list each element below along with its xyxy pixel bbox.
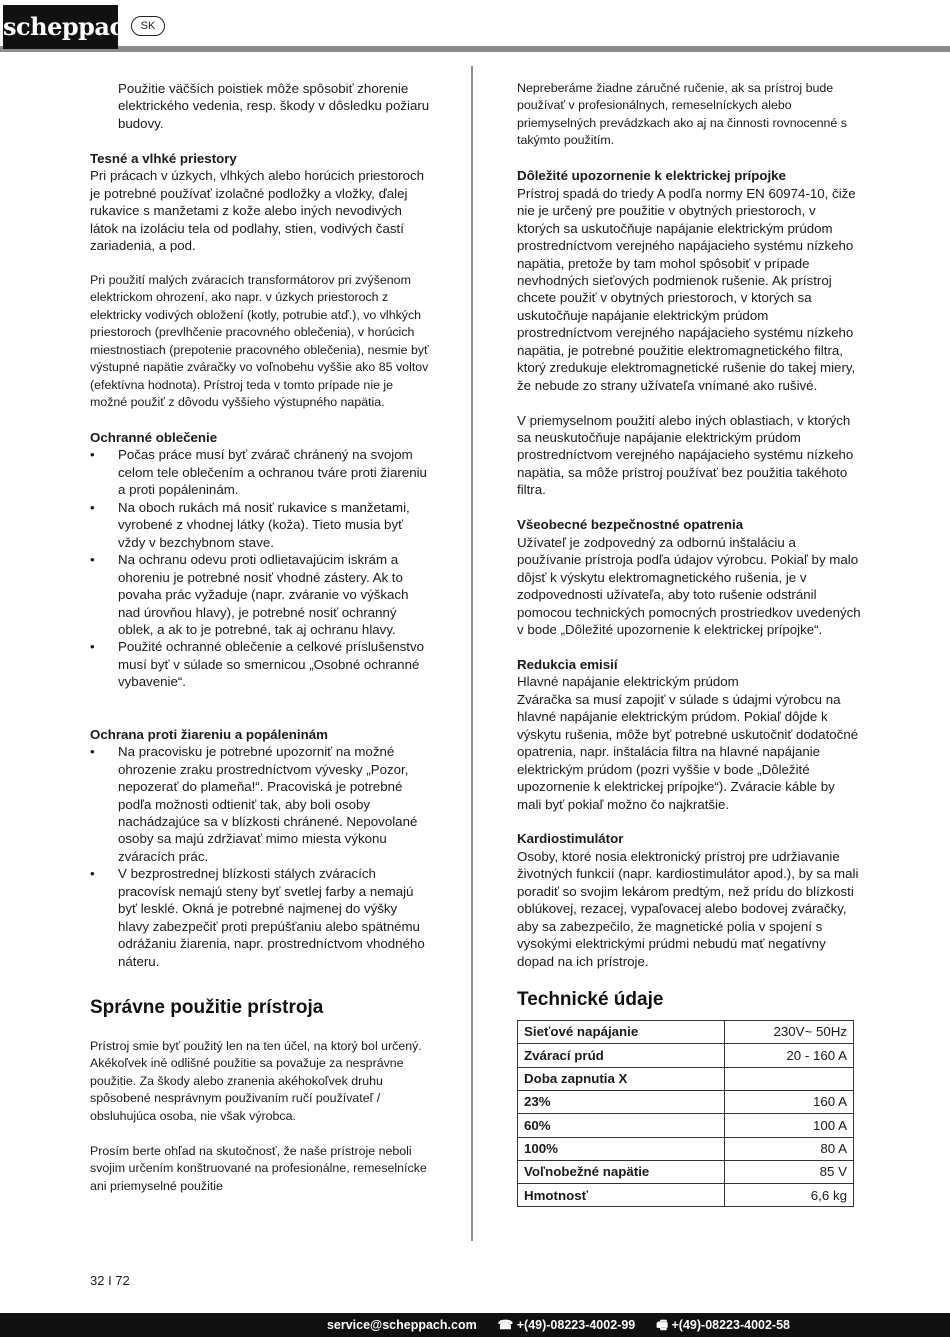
tight-spaces-text: Pri prácach v úzkych, vlhkých alebo horúcich priestoroch je potrebné používať izolačné podložky a vložky, ďalej rukavice s manžetami z kože alebo iných nevodivých látok na izoláciu tela od podlahy, stien, vodivých častí zariadenia, a pod. xyxy=(90,168,425,254)
language-badge: SK xyxy=(131,16,165,36)
table-cell-value: 100 A xyxy=(724,1114,853,1137)
table-row xyxy=(518,1021,854,1044)
fax-number: +(49)-08223-4002-58 xyxy=(671,1318,790,1332)
table-row xyxy=(518,1090,854,1113)
emission-text: Zváračka sa musí zapojiť v súlade s údajmi výrobcu na hlavné napájanie elektrickým prúdom. Pokiaľ dôjde k výskytu rušenia, môže byť potrebné uskutočniť dodatočné opatrenia, napr. inštalácia filtra na hlavné napájanie elektrickým prúdom (pozri vyššie v bode „Dôležité upozornenie k elektrickej prípojke“). Zváracie káble by mali byť pokiaľ možno čo najkratšie. xyxy=(517,691,859,812)
table-row xyxy=(518,1137,854,1160)
table-cell-value xyxy=(724,1067,853,1090)
page-header xyxy=(0,0,950,58)
service-email[interactable]: service@scheppach.com xyxy=(326,1318,477,1332)
table-row xyxy=(518,1160,854,1183)
table-cell-value: 80 A xyxy=(724,1137,853,1160)
warranty-paragraph: Nepreberáme žiadne záručné ručenie, ak sa prístroj bude používať v profesionálnych, remeselníckych alebo priemyselných prevádzkach ako aj na činnosti rovnocenné s takýmto použitím. xyxy=(517,81,847,148)
phone-number[interactable]: +(49)-08223-4002-99 xyxy=(516,1318,636,1332)
proper-use-paragraph-2: Prosím berte ohľad na skutočnosť, že naše prístroje neboli svojim určením konštruované na profesionálne, remeselnícke ani priemyselné použitie xyxy=(90,1143,427,1193)
pacemaker-text: Osoby, ktoré nosia elektronický prístroj pre udržiavanie životných funkcií (napr. kardiostimulátor apod.), by sa mali poradiť so svojim lekárom predtým, než prídu do blízkosti oblúkovej, rezacej, vypaľovacej alebo bodovej zváračky, aby sa zabezpečilo, že magnetické polia v spojení s vysokými elektrickými prúdmi nebudú mať negatívny dopad na ich prístroje. xyxy=(517,848,859,969)
table-cell-value: 20 - 160 A xyxy=(724,1044,853,1067)
proper-use-paragraph-1: Prístroj smie byť použitý len na ten účel, na ktorý bol určený. Akékoľvek iné odlišné použitie sa považuje za nesprávne použitie. Za škody alebo zranenia akéhokoľvek druhu spôsobené nesprávnym použivaním ručí používateľ / obsluhujúca osoba, nie však výrobca. xyxy=(90,1039,422,1123)
emission-reduction-heading: Redukcia emisií xyxy=(517,656,618,672)
proper-use-heading: Správne použitie prístroja xyxy=(90,997,324,1019)
table-cell-label: 60% xyxy=(518,1114,725,1137)
protective-clothing-list xyxy=(90,446,430,690)
protective-clothing-heading: Ochranné oblečenie xyxy=(90,430,218,446)
technical-data-table xyxy=(517,1020,854,1207)
technical-data-heading: Technické údaje xyxy=(517,989,664,1011)
radiation-protection-heading: Ochrana proti žiareniu a popáleninám xyxy=(90,726,328,742)
table-cell-label: Hmotnosť xyxy=(518,1184,725,1207)
table-cell-value: 160 A xyxy=(724,1090,853,1113)
industrial-use-paragraph: V priemyselnom použití alebo iných oblastiach, v ktorých sa neuskutočňuje napájanie elektrickým prúdom prostredníctvom verejného napájacieho systému nízkeho napätia, sa môže prístroj používať bez použitia takéhoto filtra. xyxy=(517,412,854,498)
header-grey-band xyxy=(0,46,950,52)
general-safety-heading: Všeobecné bezpečnostné opatrenia xyxy=(517,517,744,533)
fax-icon: 🖷 xyxy=(656,1318,669,1332)
radiation-protection-list xyxy=(90,743,430,970)
intro-paragraph: Použitie väčších poistiek môže spôsobiť zhorenie elektrického vedenia, resp. škody v dôsledku požiaru budovy. xyxy=(118,81,430,131)
right-column xyxy=(517,80,862,1207)
table-cell-value: 230V~ 50Hz xyxy=(724,1021,853,1044)
table-cell-label: Voľnobežné napätie xyxy=(518,1160,725,1183)
table-cell-label: Doba zapnutia X xyxy=(518,1067,725,1090)
transformer-paragraph: Pri použití malých zváracích transformátorov pri zvýšenom elektrickom ohrození, ako napr. v úzkych priestoroch z elektricky vodivých obložení (kotly, potrubie atď.), vo vlhkých priestoroch (prevlhčenie pracovného oblečenia), v horúcich miestnostiach (prepotenie pracovného oblečenia), nesmie byť výstupné napätie zváračky vo voľnobehu vyššie ako 85 voltov (efektívna hodnota). Prístroj teda v tomto prípade nie je možné použiť z dôvodu vyššieho výstupného napätia. xyxy=(90,272,429,410)
table-cell-value: 6,6 kg xyxy=(724,1184,853,1207)
table-cell-label: Sieťové napájanie xyxy=(518,1021,725,1044)
electrical-connection-heading: Dôležité upozornenie k elektrickej prípojke xyxy=(517,168,786,184)
table-row xyxy=(518,1184,854,1207)
footer-bar xyxy=(0,1313,950,1337)
table-row xyxy=(518,1067,854,1090)
page-number: 32 I 72 xyxy=(90,1273,130,1288)
table-cell-label: 23% xyxy=(518,1090,725,1113)
table-cell-value: 85 V xyxy=(724,1160,853,1183)
electrical-connection-text: Prístroj spadá do triedy A podľa normy EN 60974-10, čiže nie je určený pre použitie v obytných priestoroch, v ktorých sa uskutočňuje napájanie elektrickým prúdom prostredníctvom verejného napájacieho systému nízkeho napätia, pretože by tam mohol spôsobiť v prípade nevhodných sieťových podmienok rušenie. Ak prístroj chcete použiť v obytných priestoroch, v ktorých sa uskutočňuje napájanie elektrickým prúdom prostredníctvom verejného napájacieho systému nízkeho napätia, je potrebné použitie elektromagnetického filtra, ktorý zredukuje elektromagnetické rušenie do takej miery, že nebude zo strany užívateľa vnímané ako rušivé. xyxy=(517,185,856,393)
list-item: • V bezprostrednej blízkosti stálych zváracích pracovísk nemajú steny byť svetlej farby a nemajú byť lesklé. Okná je potrebné najmenej do výšky hlavy zabezpečiť proti prepúšťaniu alebo spätnému odrážaniu žiarenia, napr. prostredníctvom vhodného náteru. xyxy=(90,865,430,970)
list-item: • Použité ochranné oblečenie a celkové príslušenstvo musí byť v súlade so smernicou „Osobné ochranné vybavenie“. xyxy=(90,638,430,690)
pacemaker-heading: Kardiostimulátor xyxy=(517,831,624,847)
column-divider xyxy=(471,66,473,1241)
table-row xyxy=(518,1114,854,1137)
table-cell-label: 100% xyxy=(518,1137,725,1160)
scheppach-logo: scheppach xyxy=(3,5,118,49)
general-safety-text: Užívateľ je zodpovedný za odbornú inštaláciu a používanie prístroja podľa údajov výrobcu. Pokiaľ by malo dôjsť k výskytu elektromagnetického rušenia, je v zodpovednosti užívateľa, aby toto rušenie odstránil pomocou technických pomocných prostriedkov uvedených v bode „Dôležité upozornenie k elektrickej prípojke“. xyxy=(517,534,861,637)
list-item: • Na pracovisku je potrebné upozorniť na možné ohrozenie zraku prostredníctvom vývesky „Pozor, nepozerať do plameňa!“. Pracoviská je potrebné podľa možnosti odtieniť tak, aby boli osoby nachádzajúce sa v blízkosti chránené. Nepovolané osoby sa majú zdržiavať mimo miesta výkonu zváracích prác. xyxy=(90,743,430,865)
table-row xyxy=(518,1044,854,1067)
left-column xyxy=(90,80,430,1195)
tight-spaces-heading: Tesné a vlhké priestory xyxy=(90,150,237,166)
list-item: • Na oboch rukách má nosiť rukavice s manžetami, vyrobené z vhodnej látky (koža). Tieto musia byť vždy v bezchybnom stave. xyxy=(90,499,430,551)
emission-subheading: Hlavné napájanie elektrickým prúdom xyxy=(517,674,739,690)
list-item: • Na ochranu odevu proti odlietavajúcim iskrám a ohoreniu je potrebné nosiť vhodné zástery. Ak to povaha prác vyžaduje (napr. zváranie vo výškach nad úrovňou hlavy), je potrebné nosiť ochranný oblek, a ak to je potrebné, tak aj ochranu hlavy. xyxy=(90,551,430,638)
telephone-icon: ☎ xyxy=(497,1318,514,1332)
table-cell-label: Zvárací prúd xyxy=(518,1044,725,1067)
list-item: • Počas práce musí byť zvárač chránený na svojom celom tele oblečením a ochranou tváre proti žiareniu a proti popáleninám. xyxy=(90,446,430,498)
